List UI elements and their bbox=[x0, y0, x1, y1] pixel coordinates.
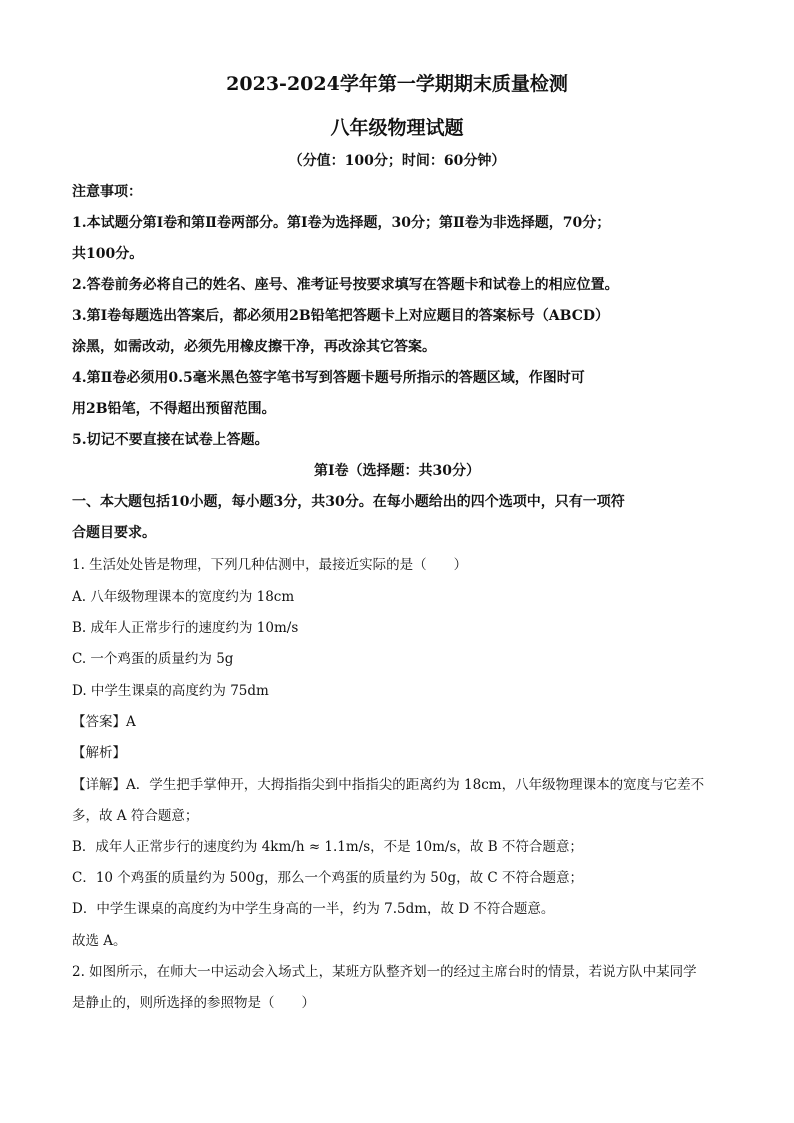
notice-item-5: 5.切记不要直接在试卷上答题。 bbox=[72, 432, 269, 448]
notice-item-2: 2.答卷前务必将自己的姓名、座号、准考证号按要求填写在答题卡和试卷上的相应位置。 bbox=[72, 277, 619, 293]
exam-meta: （分值：100分；时间：60分钟） bbox=[288, 153, 506, 169]
q2-stem-cont: 是静止的，则所选择的参照物是（ ） bbox=[72, 995, 315, 1011]
q1-analysis: 【解析】 bbox=[72, 745, 126, 761]
exam-title: 2023-2024学年第一学期期末质量检测 bbox=[226, 73, 568, 95]
notice-item-1: 1.本试题分第Ⅰ卷和第Ⅱ卷两部分。第Ⅰ卷为选择题，30分；第Ⅱ卷为非选择题，70分； bbox=[72, 215, 611, 231]
notice-item-1-cont: 共100分。 bbox=[72, 246, 144, 262]
q1-detail-b: B．成年人正常步行的速度约为 4km/h ≈ 1.1m/s，不是 10m/s，故 B 不符合题意； bbox=[72, 839, 583, 855]
notice-item-3-cont: 涂黑，如需改动，必须先用橡皮擦干净，再改涂其它答案。 bbox=[72, 339, 436, 355]
q1-option-a: A. 八年级物理课本的宽度约为 18cm bbox=[72, 589, 295, 605]
part1-instruction-cont: 合题目要求。 bbox=[72, 525, 156, 541]
q1-detail-c: C．10 个鸡蛋的质量约为 500g，那么一个鸡蛋的质量约为 50g，故 C 不符合题意； bbox=[72, 870, 584, 886]
q1-answer: 【答案】A bbox=[72, 714, 136, 730]
notice-item-4: 4.第Ⅱ卷必须用0.5毫米黑色签字笔书写到答题卡题号所指示的答题区域，作图时可 bbox=[72, 370, 585, 386]
q1-detail-cont: 多，故 A 符合题意； bbox=[72, 808, 199, 824]
part1-heading: 第Ⅰ卷（选择题：共30分） bbox=[313, 463, 481, 479]
q1-option-c: C. 一个鸡蛋的质量约为 5g bbox=[72, 651, 234, 667]
notice-heading: 注意事项： bbox=[72, 184, 142, 200]
exam-subtitle: 八年级物理试题 bbox=[330, 117, 464, 139]
q1-option-d: D. 中学生课桌的高度约为 75dm bbox=[72, 683, 269, 699]
q1-detail-d: D．中学生课桌的高度约为中学生身高的一半，约为 7.5dm，故 D 不符合题意。 bbox=[72, 901, 555, 917]
part1-instruction: 一、本大题包括10小题，每小题3分，共30分。在每小题给出的四个选项中，只有一项符 bbox=[72, 494, 625, 510]
notice-item-3: 3.第Ⅰ卷每题选出答案后，都必须用2B铅笔把答题卡上对应题目的答案标号（ABCD） bbox=[72, 308, 609, 324]
q2-stem: 2. 如图所示，在师大一中运动会入场式上，某班方队整齐划一的经过主席台时的情景，若说方队中某同学 bbox=[72, 964, 697, 980]
q1-detail: 【详解】A．学生把手掌伸开，大拇指指尖到中指指尖的距离约为 18cm，八年级物理课本的宽度与它差不 bbox=[72, 777, 705, 793]
notice-item-4-cont: 用2B铅笔，不得超出预留范围。 bbox=[72, 401, 276, 417]
q1-option-b: B. 成年人正常步行的速度约为 10m/s bbox=[72, 620, 299, 636]
q1-conclusion: 故选 A。 bbox=[72, 933, 127, 949]
q1-stem: 1. 生活处处皆是物理，下列几种估测中，最接近实际的是（ ） bbox=[72, 557, 468, 573]
